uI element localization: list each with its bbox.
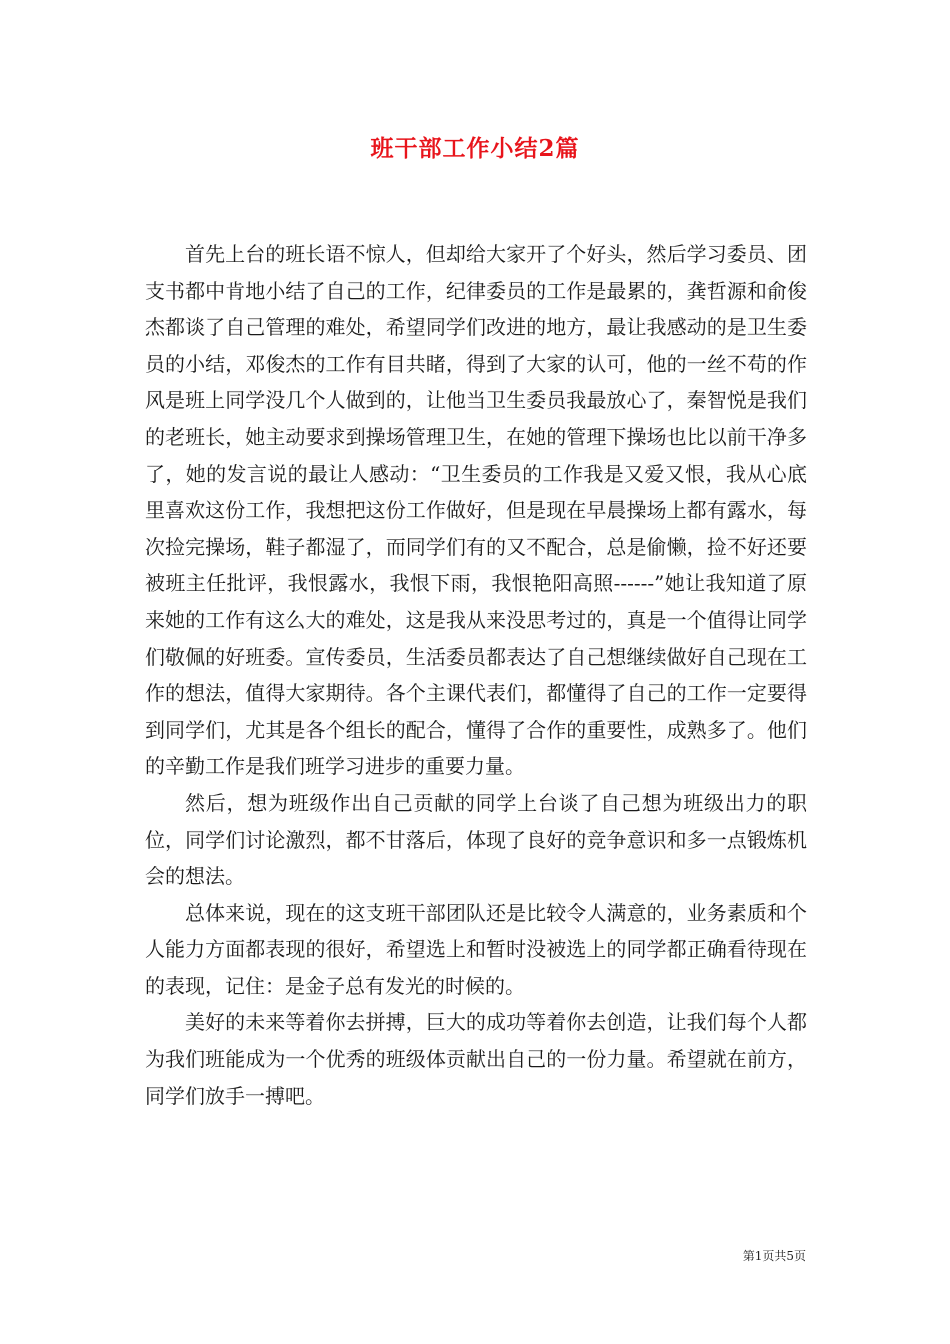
- page-number-footer: 第1页共5页: [742, 1249, 806, 1263]
- paragraph-3: 总体来说，现在的这支班干部团队还是比较令人满意的，业务素质和个人能力方面都表现的很好，希望选上和暂时没被选上的同学都正确看待现在的表现，记住：是金子总有发光的时候的。: [145, 900, 807, 998]
- paragraph-1: 首先上台的班长语不惊人，但却给大家开了个好头，然后学习委员、团支书都中肯地小结了自己的工作，纪律委员的工作是最累的，龚哲源和俞俊杰都谈了自己管理的难处，希望同学们改进的地方，最让我感动的是卫生委员的小结，邓俊杰的工作有目共睹，得到了大家的认可，他的一丝不苟的作风是班上同学没几个人做到的，让他当卫生委员我最放心了，秦智悦是我们的老班长，她主动要求到操场管理卫生，在她的管理下操场也比以前干净多了，她的发言说的最让人感动：“卫生委员的工作我是又爱又恨，我从心底里喜欢这份工作，我想把这份工作做好，但是现在早晨操场上都有露水，每次捡完操场，鞋子都湿了，而同学们有的又不配合，总是偷懒，捡不好还要被班主任批评，我恨露水，我恨下雨，我恨艳阳高照------”她让我知道了原来她的工作有这么大的难处，这是我从来没思考过的，真是一个值得让同学们敬佩的好班委。宣传委员，生活委员都表达了自己想继续做好自己现在工作的想法，值得大家期待。各个主课代表们，都懂得了自己的工作一定要得到同学们，尤其是各个组长的配合，懂得了合作的重要性，成熟多了。他们的辛勤工作是我们班学习进步的重要力量。: [145, 242, 807, 779]
- document-body: [145, 236, 807, 1114]
- paragraph-4: 美好的未来等着你去拼搏，巨大的成功等着你去创造，让我们每个人都为我们班能成为一个优秀的班级体贡献出自己的一份力量。希望就在前方，同学们放手一搏吧。: [145, 1010, 807, 1108]
- paragraph-2: 然后，想为班级作出自己贡献的同学上台谈了自己想为班级出力的职位，同学们讨论激烈，都不甘落后，体现了良好的竞争意识和多一点锻炼机会的想法。: [145, 790, 807, 889]
- document-title: 班干部工作小结2篇: [370, 135, 580, 162]
